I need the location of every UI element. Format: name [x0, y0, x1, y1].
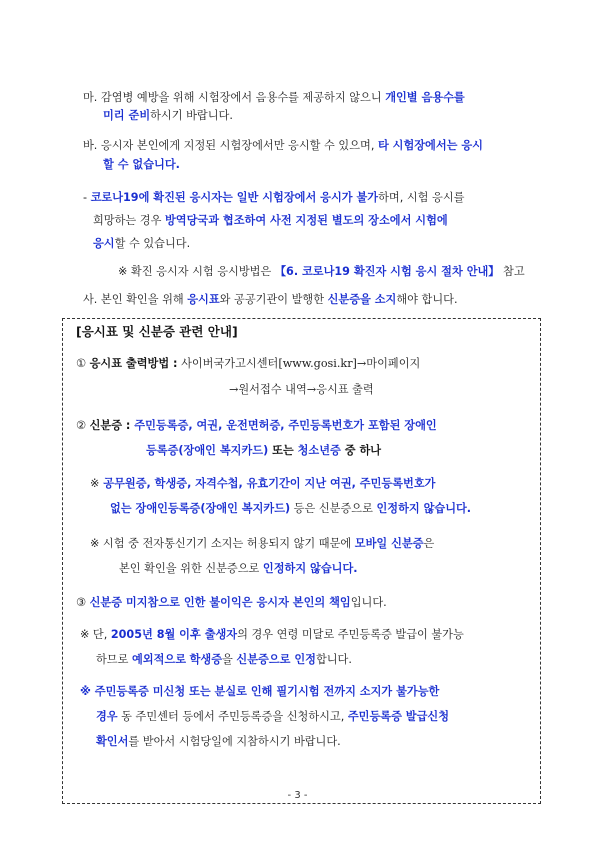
circle-number: ③ [76, 596, 87, 609]
highlight: 개인별 음용수를 [385, 91, 465, 104]
note-mark: ※ [90, 477, 100, 490]
highlight: 방역당국과 협조하여 사전 지정된 별도의 장소에서 시험에 [164, 214, 448, 227]
text: 와 공공기관이 발행한 [219, 293, 328, 306]
highlight: 인정하지 않습니다. [262, 562, 358, 575]
text: 사이버국가고시센터[www.gosi.kr]→마이페이지 [177, 357, 421, 370]
item-sa [83, 292, 458, 308]
highlight: 신분증 미지참으로 인한 불이익은 응시자 본인의 책임 [89, 596, 351, 609]
highlight: 없는 장애인등록증(장애인 복지카드) [110, 502, 291, 515]
text: ※ 단, [80, 628, 111, 641]
highlight: 학생증 [189, 653, 223, 666]
note-mark: ※ [90, 537, 100, 550]
item-note [118, 264, 525, 280]
text: 희망하는 경우 [93, 214, 165, 227]
highlight: 등록증(장애인 복지카드) [146, 444, 269, 457]
highlight: 확인서 [96, 735, 129, 748]
text: 바. 응시자 본인에게 지정된 시험장에서만 응시할 수 있으며, [83, 139, 378, 152]
text: 할 수 있습니다. [114, 237, 191, 250]
highlight: 응시 [93, 237, 115, 250]
item-covid-line1 [83, 190, 464, 206]
box-n2-line2 [119, 561, 358, 577]
text: 참고 [499, 265, 525, 278]
text: 등은 신분증으로 [290, 502, 377, 515]
label: 신분증 : [89, 419, 131, 432]
highlight: 2005년 8월 이후 출생자 [110, 628, 238, 641]
highlight: 신분증으로 인정 [236, 653, 316, 666]
text: 하므로 [96, 653, 132, 666]
text: 중 하나 [340, 444, 382, 457]
text: 의 경우 연령 미달로 주민등록증 발급이 불가능 [237, 628, 464, 641]
box-n3-line2 [96, 652, 352, 668]
item-covid-line3 [93, 236, 190, 252]
box-title: [응시표 및 신분증 관련 안내] [76, 324, 238, 339]
highlight: 타 시험장에서는 응시 [377, 139, 483, 152]
item-ba-line2 [103, 157, 180, 173]
highlight: 할 수 없습니다. [103, 158, 180, 171]
text: 하며, 시험 응시를 [378, 191, 465, 204]
circle-number: ② [76, 419, 87, 432]
page-number: - 3 - [287, 790, 308, 801]
text: 해야 합니다. [396, 293, 458, 306]
box-n2-line1 [90, 536, 434, 552]
box-n4-line2 [96, 709, 449, 725]
highlight: 청소년증 [297, 444, 341, 457]
highlight: 주민등록증, 여권, 운전면허증, 주민등록번호가 포함된 장애인 [130, 419, 437, 432]
text: 합니다. [315, 653, 352, 666]
text: 사. 본인 확인을 위해 [83, 293, 188, 306]
item-ba-line1 [83, 138, 483, 154]
text: 또는 [268, 444, 298, 457]
text: 본인 확인을 위한 신분증으로 [119, 562, 263, 575]
text: 시험 중 전자통신기기 소지는 허용되지 않기 때문에 [99, 537, 355, 550]
text: 입니다. [350, 596, 387, 609]
box-p2-line1 [76, 418, 437, 434]
box-p1-line2: →원서접수 내역→응시표 출력 [229, 383, 374, 396]
highlight: 【6. 코로나19 확진자 시험 응시 절차 안내】 [274, 265, 500, 278]
box-n3-line1 [80, 627, 464, 643]
text: 은 [423, 537, 435, 550]
highlight: 응시표 [187, 293, 220, 306]
highlight: 신분증을 소지 [327, 293, 397, 306]
circle-number: ① [76, 357, 87, 370]
highlight: 인정하지 않습니다. [376, 502, 472, 515]
label: 응시표 출력방법 : [89, 357, 178, 370]
box-p2-line2 [146, 443, 381, 459]
box-n1-line2 [110, 501, 471, 517]
highlight: 공무원증, 학생증, 자격수첩, 유효기간이 지난 여권, 주민등록번호가 [99, 477, 436, 490]
box-n4-line1 [80, 684, 439, 700]
highlight: 모바일 신분증 [354, 537, 424, 550]
text: 를 받아서 시험당일에 지참하시기 바랍니다. [128, 735, 341, 748]
highlight: ※ 주민등록증 미신청 또는 분실로 인해 필기시험 전까지 소지가 불가능한 [80, 685, 440, 698]
text: 마. 감염병 예방을 위해 시험장에서 음용수를 제공하지 않으니 [83, 91, 386, 104]
item-ma-line1 [83, 90, 465, 106]
highlight: 예외적으로 [131, 653, 187, 666]
text: 동 주민센터 등에서 주민등록증을 신청하시고, [117, 710, 348, 723]
box-n4-line3 [96, 734, 341, 750]
highlight: 코로나19에 확진된 응시자는 일반 시험장에서 응시가 불가 [90, 191, 379, 204]
highlight: 주민등록증 발급신청 [347, 710, 450, 723]
text: 을 [222, 653, 237, 666]
text: ※ 확진 응시자 시험 응시방법은 [118, 265, 275, 278]
text: - [83, 191, 91, 204]
text: 하시기 바랍니다. [150, 109, 233, 122]
box-p3 [76, 595, 387, 611]
item-ma-line2 [103, 108, 233, 124]
item-covid-line2 [93, 213, 448, 229]
highlight: 미리 준비 [103, 109, 151, 122]
box-p1-line1 [76, 356, 420, 372]
box-n1-line1 [90, 476, 435, 492]
highlight: 경우 [96, 710, 118, 723]
